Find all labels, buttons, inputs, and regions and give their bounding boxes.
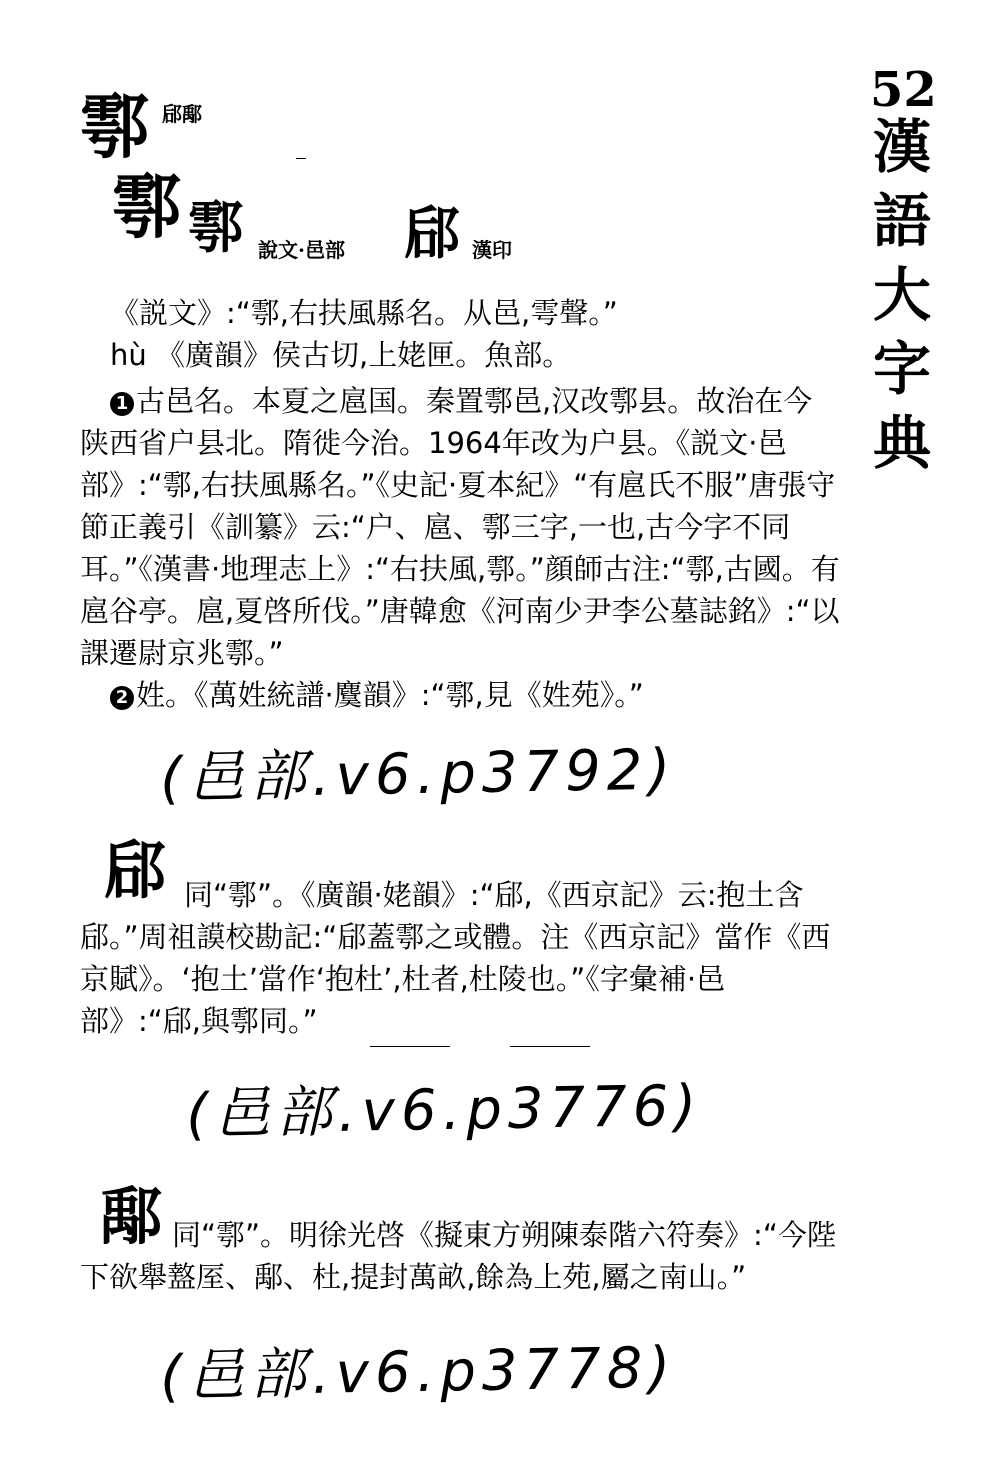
sense-2-text: 姓。《萬姓統譜·麌韻》:“鄠,見《姓苑》。” [136,678,644,712]
entry3-text: 同“鄠”。明徐光啓《擬東方朔陳泰階六符奏》:“今陛下欲舉盩厔、鄅、杜,提封萬畝,餘為上苑,屬之南山。” [80,1218,836,1294]
book-title-vertical [862,110,942,480]
entry1-handwritten-reference: (邑部.v6.p3792) [159,737,677,812]
title-char: 漢 [872,113,931,181]
entry1-headword: 鄠 [80,85,150,168]
rule-mark [370,1046,450,1047]
sense-2 [80,674,840,716]
entry1-variants-note: 郈鄅 [162,102,202,126]
entry1-seal-label: 說文·邑部 [258,238,345,262]
entry1-han-seal-char: 郈 [404,201,460,267]
sense-number-badge: 2 [110,686,134,710]
entry2-handwritten-reference: (邑部.v6.p3776) [185,1073,703,1148]
title-char: 大 [872,261,931,329]
entry1-seal-char: 鄠 [188,195,244,261]
rule-mark [510,1046,590,1047]
title-char: 典 [872,409,931,477]
entry3-handwritten-reference: (邑部.v6.p3778) [159,1335,677,1410]
entry1-han-seal-label: 漢印 [472,238,512,262]
entry3-body [80,1214,840,1298]
entry3-headword: 鄅 [100,1180,163,1253]
entry2-body [80,874,840,1042]
entry2-headword: 郈 [104,834,167,907]
pronunciation-line [80,334,840,376]
pinyin: hù [110,338,147,372]
sense-1 [80,380,840,674]
sense-1-text: 古邑名。本夏之扈国。秦置鄠邑,汉改鄠县。故治在今陕西省户县北。隋徙今治。1964年改为户县。《説文·邑部》:“鄠,右扶風縣名。”《史記·夏本紀》“有扈氏不服”唐張守節正義引《訓纂》云:“户、扈、鄠三字,一也,古今字不同耳。”《漢書·地理志上》:“右扶風,鄠。”顔師古注:“鄠,古國。有扈谷亭。扈,夏啓所伐。”唐韓愈《河南少尹李公墓誌銘》:“以課遷尉京兆鄠。” [80,384,840,670]
shuowen-line: 《説文》:“鄠,右扶風縣名。从邑,雩聲。” [110,296,618,330]
entry1-variant-headword: 鄠 [112,165,182,248]
sense-number-badge: 1 [110,392,134,416]
guangyun-line: 《廣韻》侯古切,上姥匣。魚部。 [155,338,572,372]
page-number: 52 [870,62,937,118]
entry1-body [80,292,840,716]
title-char: 字 [872,335,931,403]
entry2-text: 同“鄠”。《廣韻·姥韻》:“郈,《西京記》云:抱土含郈。”周祖謨校勘記:“郈蓋鄠之或體。注《西京記》當作《西京賦》。‘抱土’當作‘抱杜’,杜者,杜陵也。”《字彙補·邑部》:“郈,與鄠同。” [80,878,831,1038]
rule-mark [296,158,306,159]
title-char: 語 [872,187,931,255]
